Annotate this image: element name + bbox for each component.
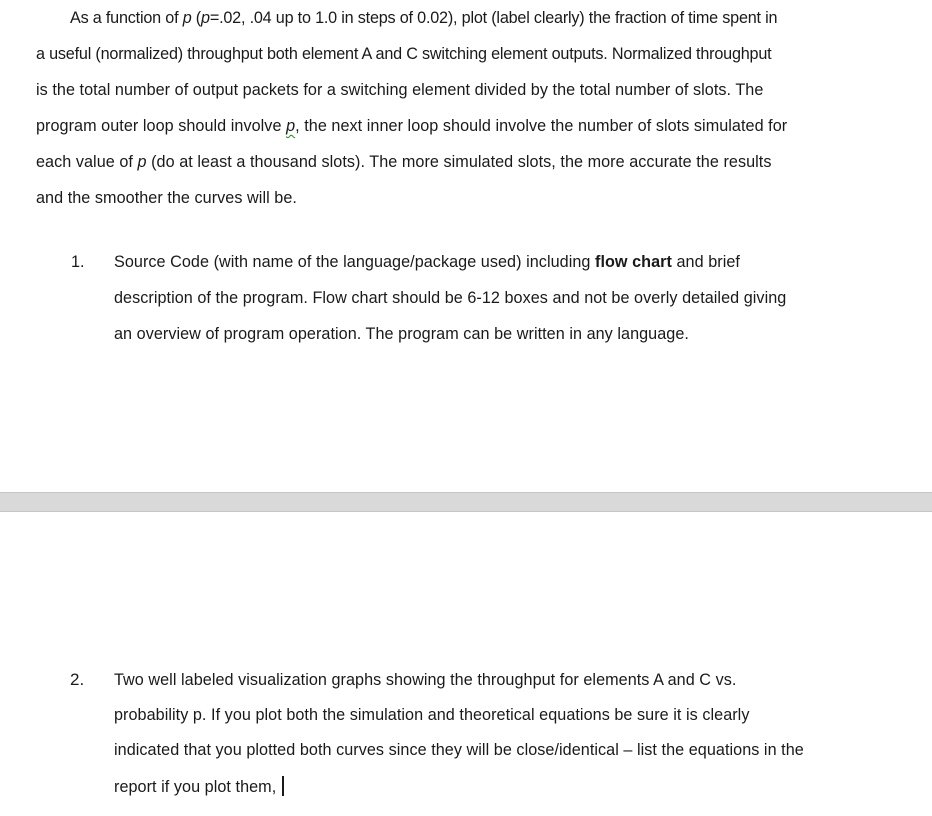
item1-text: and brief	[671, 253, 740, 271]
item1-line-1	[114, 252, 740, 272]
item2-line-4	[114, 776, 284, 797]
page-break-separator	[0, 492, 932, 512]
item1-bold-text: flow chart	[595, 253, 672, 271]
item2-text: report if you plot them,	[114, 778, 277, 796]
intro-text: (	[191, 9, 201, 27]
intro-line-2: a useful (normalized) throughput both element A and C switching element outputs. Normalized throughput	[36, 45, 772, 63]
item2-line-3: indicated that you plotted both curves since they will be close/identical – list the equations in the	[114, 741, 804, 759]
list-number-1: 1.	[71, 253, 85, 271]
text-cursor[interactable]	[282, 776, 284, 796]
item2-line-2: probability p. If you plot both the simulation and theoretical equations be sure it is clearly	[114, 706, 750, 724]
intro-line-1	[70, 8, 777, 28]
list-number-2: 2.	[70, 670, 85, 689]
intro-line-3: is the total number of output packets for a switching element divided by the total number of slots. The	[36, 81, 764, 99]
intro-text: As a function of	[70, 9, 183, 27]
variable-p: p	[137, 153, 147, 171]
intro-text: =.02, .04 up to 1.0 in steps of 0.02), plot (label clearly) the fraction of time spent in	[209, 9, 778, 27]
intro-line-5	[36, 152, 772, 172]
intro-text: program outer loop should involve	[36, 117, 287, 135]
item1-text: Source Code (with name of the language/package used) including	[114, 253, 595, 271]
intro-text: (do at least a thousand slots). The more simulated slots, the more accurate the results	[146, 153, 772, 171]
intro-line-4	[36, 116, 787, 136]
intro-line-6: and the smoother the curves will be.	[36, 189, 297, 207]
document-page-2	[0, 512, 932, 816]
intro-text: , the next inner loop should involve the number of slots simulated for	[295, 117, 788, 135]
variable-p: p	[201, 9, 210, 27]
item1-line-3: an overview of program operation. The program can be written in any language.	[114, 325, 689, 343]
intro-text: each value of	[36, 153, 138, 171]
variable-p: p	[182, 9, 192, 27]
item2-line-1: Two well labeled visualization graphs showing the throughput for elements A and C vs.	[114, 671, 737, 689]
spellcheck-underlined-variable-p[interactable]: p	[286, 117, 296, 135]
item1-line-2: description of the program. Flow chart should be 6-12 boxes and not be overly detailed giving	[114, 289, 787, 307]
